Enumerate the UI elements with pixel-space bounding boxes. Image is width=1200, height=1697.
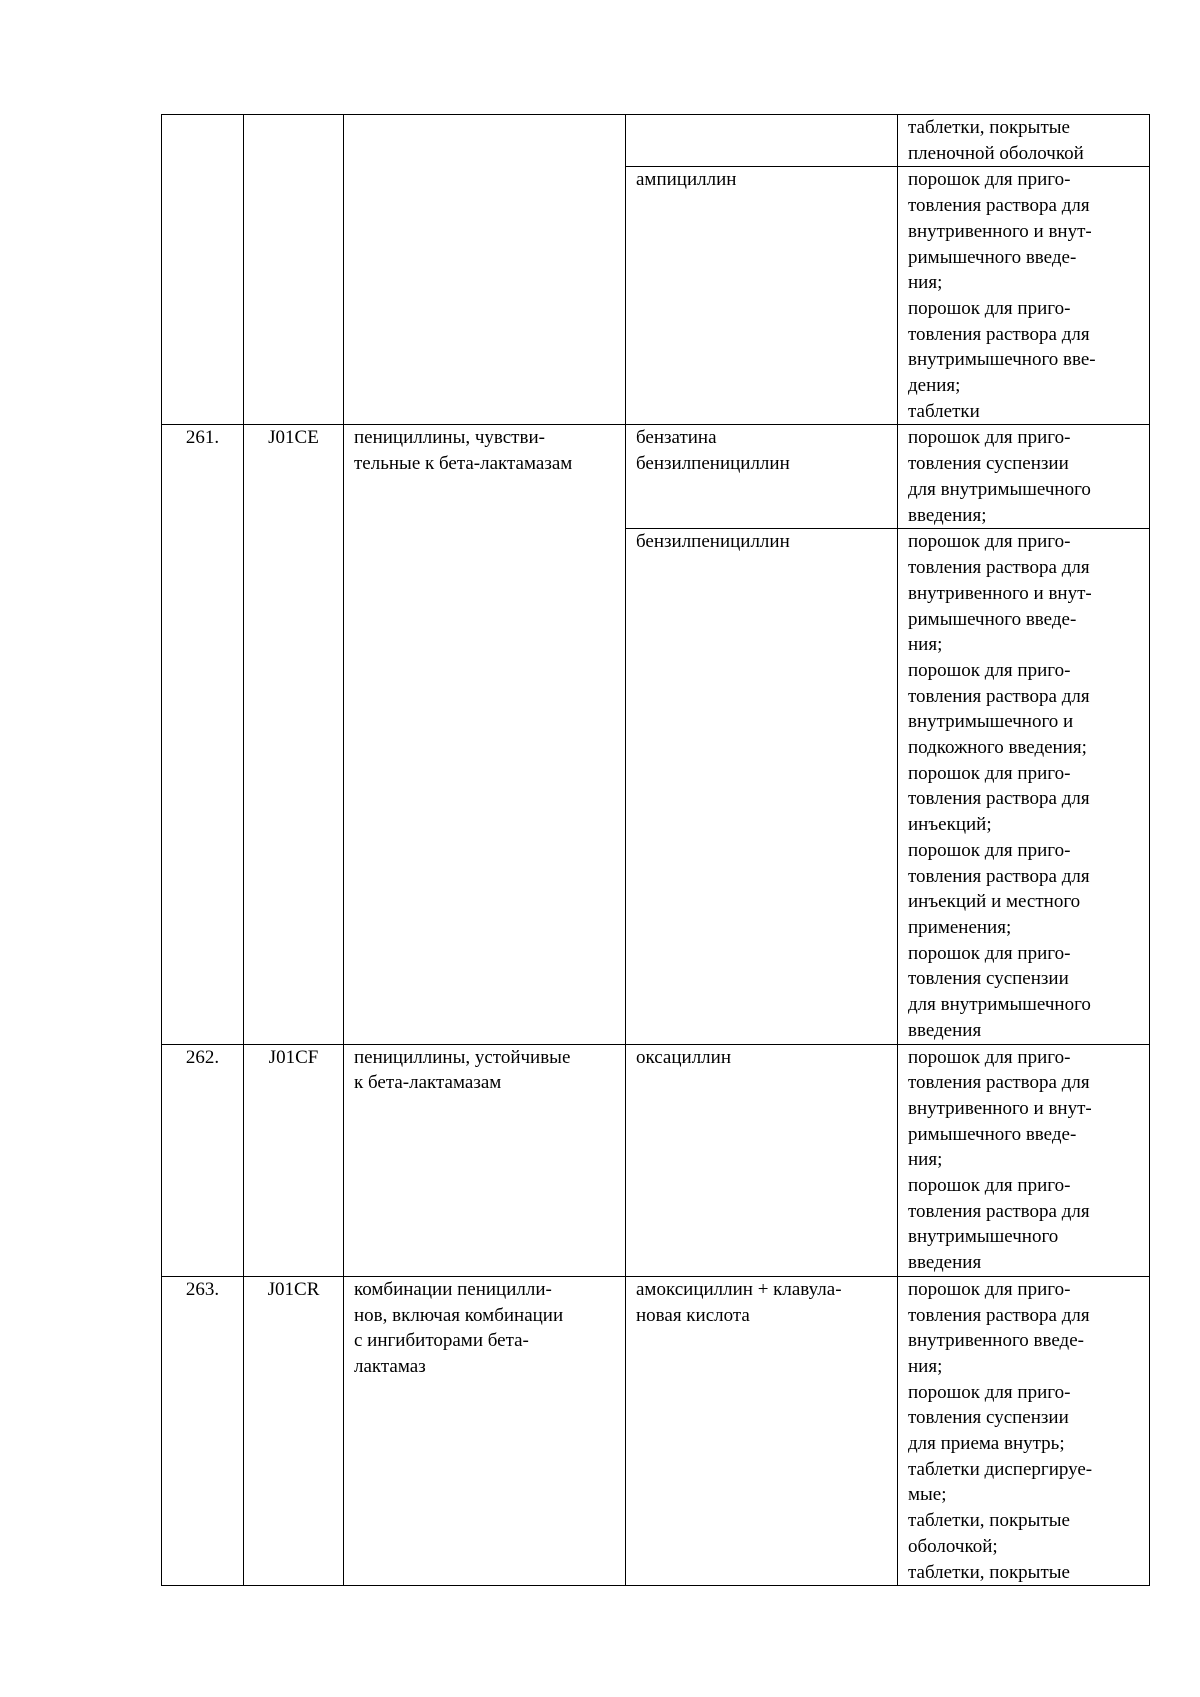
dosage-forms: таблетки, покрытые пленочной оболочкой xyxy=(898,115,1150,167)
drug-name: ампициллин xyxy=(626,167,898,425)
drug-name: бензилпенициллин xyxy=(626,529,898,1044)
dosage-forms: порошок для приго- товления суспензии для внутримышечного введения; xyxy=(898,425,1150,529)
row-number: 262. xyxy=(162,1044,244,1276)
dosage-forms: порошок для приго- товления раствора для внутривенного введе- ния; порошок для приго- товления суспензии для приема внутрь; таблетки диспергируе- мые; таблетки, покрытые оболочкой; таблетки, покрытые xyxy=(898,1276,1150,1585)
table-row xyxy=(162,115,1150,167)
atc-code: J01CR xyxy=(244,1276,344,1585)
row-number: 263. xyxy=(162,1276,244,1585)
atc-code xyxy=(244,115,344,425)
drug-name: бензатина бензилпенициллин xyxy=(626,425,898,529)
pharmacological-group: пенициллины, чувстви- тельные к бета-лактамазам xyxy=(344,425,626,1044)
drug-list-table xyxy=(161,114,1150,1586)
table-row xyxy=(162,1044,1150,1276)
drug-name: амоксициллин + клавула- новая кислота xyxy=(626,1276,898,1585)
pharmacological-group xyxy=(344,115,626,425)
pharmacological-group: пенициллины, устойчивые к бета-лактамазам xyxy=(344,1044,626,1276)
row-number xyxy=(162,115,244,425)
atc-code: J01CE xyxy=(244,425,344,1044)
drug-name: оксациллин xyxy=(626,1044,898,1276)
dosage-forms: порошок для приго- товления раствора для внутривенного и внут- римышечного введе- ния; порошок для приго- товления раствора для внутримышечного и подкожного введения; порошок для приго- товления раствора для инъекций; порошок для приго- товления раствора для инъекций и местного применения; порошок для приго- товления суспензии для внутримышечного введения xyxy=(898,529,1150,1044)
drug-name xyxy=(626,115,898,167)
row-number: 261. xyxy=(162,425,244,1044)
table-row xyxy=(162,1276,1150,1585)
table-row xyxy=(162,425,1150,529)
atc-code: J01CF xyxy=(244,1044,344,1276)
pharmacological-group: комбинации пеницилли- нов, включая комбинации с ингибиторами бета- лактамаз xyxy=(344,1276,626,1585)
dosage-forms: порошок для приго- товления раствора для внутривенного и внут- римышечного введе- ния; порошок для приго- товления раствора для внутримышечного введения xyxy=(898,1044,1150,1276)
dosage-forms: порошок для приго- товления раствора для внутривенного и внут- римышечного введе- ния; порошок для приго- товления раствора для внутримышечного вве- дения; таблетки xyxy=(898,167,1150,425)
